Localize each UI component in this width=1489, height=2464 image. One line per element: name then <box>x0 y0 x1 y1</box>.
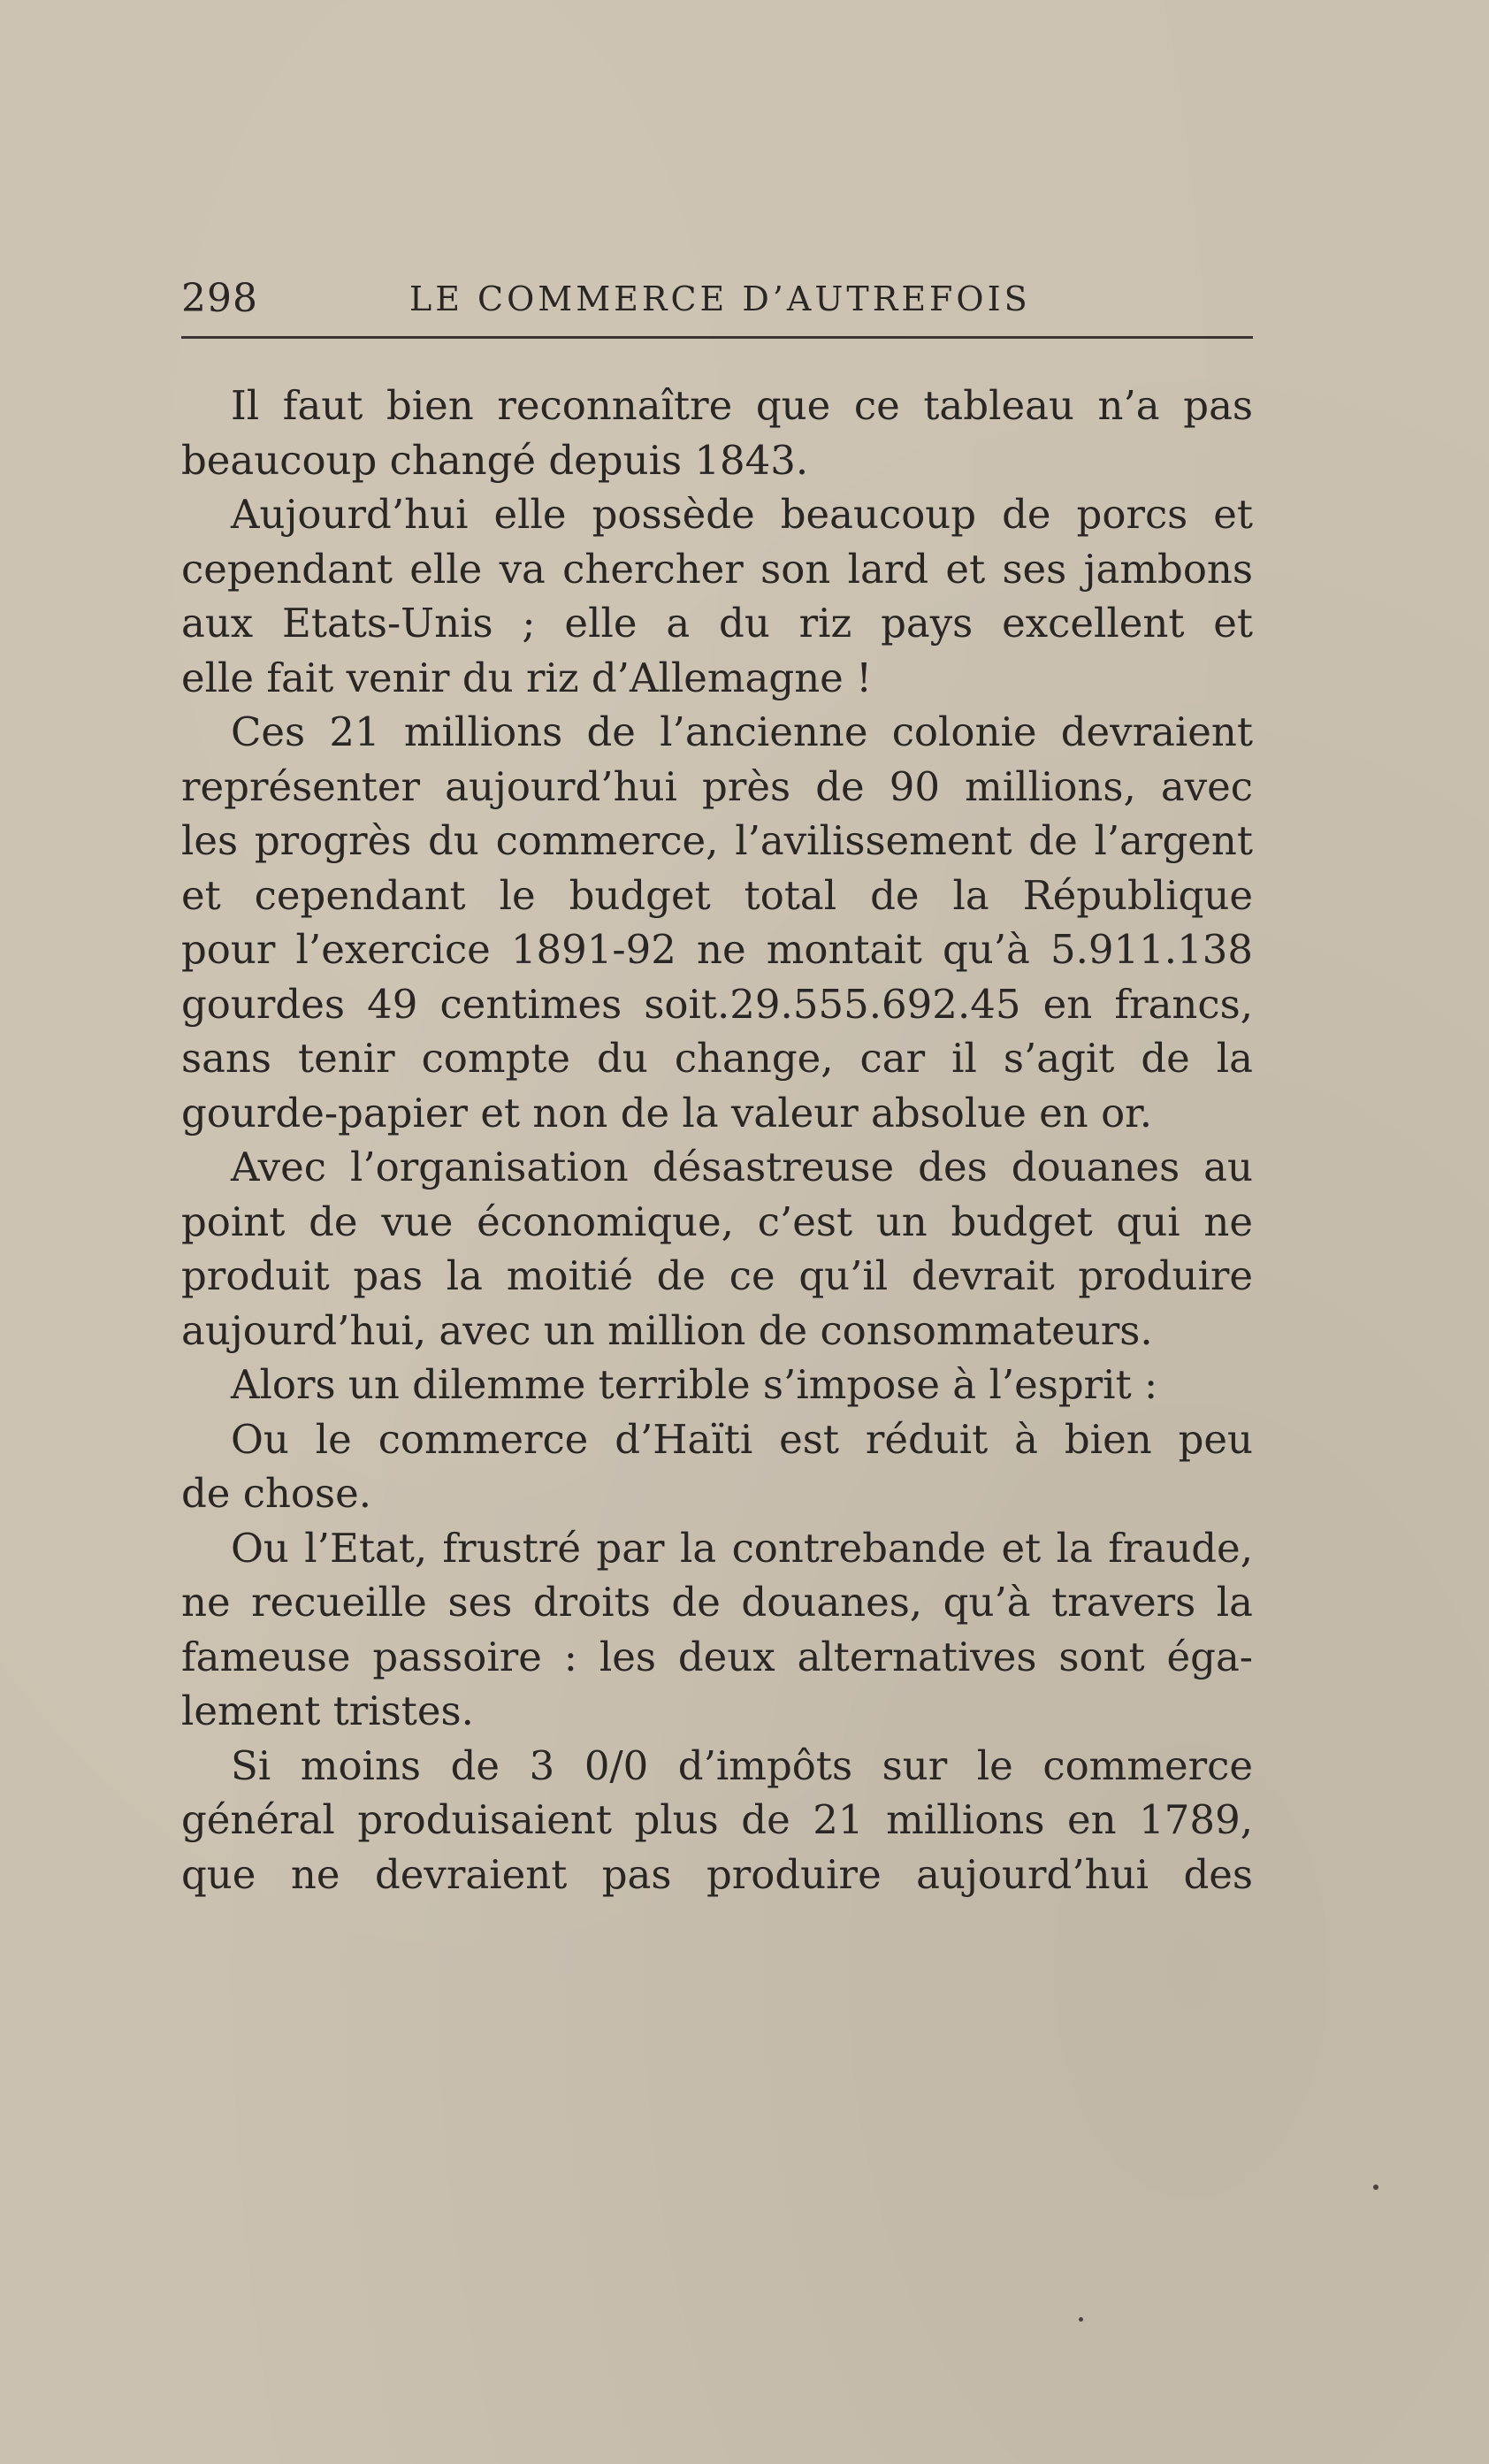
text-line: Il faut bien reconnaître que ce tableau n’a pas <box>231 382 1253 429</box>
text-line: beaucoup changé depuis 1843. <box>181 436 809 484</box>
text-line: Si moins de 3 0/0 d’impôts sur le commerce <box>231 1741 1253 1789</box>
text-line: Ou le commerce d’Haïti est réduit à bien peu <box>231 1415 1253 1463</box>
text-line: elle fait venir du riz d’Allemagne ! <box>181 654 873 701</box>
paper-speck <box>1079 2317 1083 2322</box>
text-line: cependant elle va chercher son lard et ses jambons <box>181 545 1253 593</box>
text-line: produit pas la moitié de ce qu’il devrait produire <box>181 1252 1253 1299</box>
text-line: Ou l’Etat, frustré par la contrebande et la fraude, <box>231 1524 1253 1572</box>
text-line: général produisaient plus de 21 millions en 1789, <box>181 1796 1253 1843</box>
page-header <box>181 276 1253 338</box>
text-line: gourde-papier et non de la valeur absolue en or. <box>181 1089 1153 1136</box>
text-line: ne recueille ses droits de douanes, qu’à travers la <box>181 1579 1253 1626</box>
text-line: Avec l’organisation désastreuse des douanes au <box>231 1144 1253 1190</box>
paper-speck <box>1373 2185 1378 2190</box>
text-line: gourdes 49 centimes soit.29.555.692.45 en francs, <box>181 980 1253 1028</box>
text-line: Aujourd’hui elle possède beaucoup de porcs et <box>231 491 1253 538</box>
text-line: Ces 21 millions de l’ancienne colonie devraient <box>231 708 1253 755</box>
text-line: aux Etats-Unis ; elle a du riz pays excellent et <box>181 600 1253 647</box>
text-line: point de vue économique, c’est un budget qui ne <box>181 1198 1253 1245</box>
text-line: représenter aujourd’hui près de 90 millions, avec <box>181 762 1253 810</box>
text-line: sans tenir compte du change, car il s’agit de la <box>181 1035 1253 1082</box>
text-line: lement tristes. <box>181 1687 474 1734</box>
page-number: 298 <box>181 276 258 321</box>
text-line: de chose. <box>181 1470 372 1517</box>
text-line: Alors un dilemme terrible s’impose à l’esprit : <box>231 1361 1158 1408</box>
text-line: fameuse passoire : les deux alternatives sont éga- <box>181 1633 1253 1680</box>
text-line: que ne devraient pas produire aujourd’hui des <box>181 1850 1253 1898</box>
text-line: les progrès du commerce, l’avilissement de l’argent <box>181 817 1253 864</box>
text-line: pour l’exercice 1891-92 ne montait qu’à 5.911.138 <box>181 926 1253 973</box>
text-line: et cependant le budget total de la République <box>181 871 1253 919</box>
body-text <box>181 379 1253 1902</box>
header-rule <box>181 336 1253 339</box>
running-title: LE COMMERCE D’AUTREFOIS <box>409 279 1031 318</box>
text-line: aujourd’hui, avec un million de consommateurs. <box>181 1306 1153 1354</box>
